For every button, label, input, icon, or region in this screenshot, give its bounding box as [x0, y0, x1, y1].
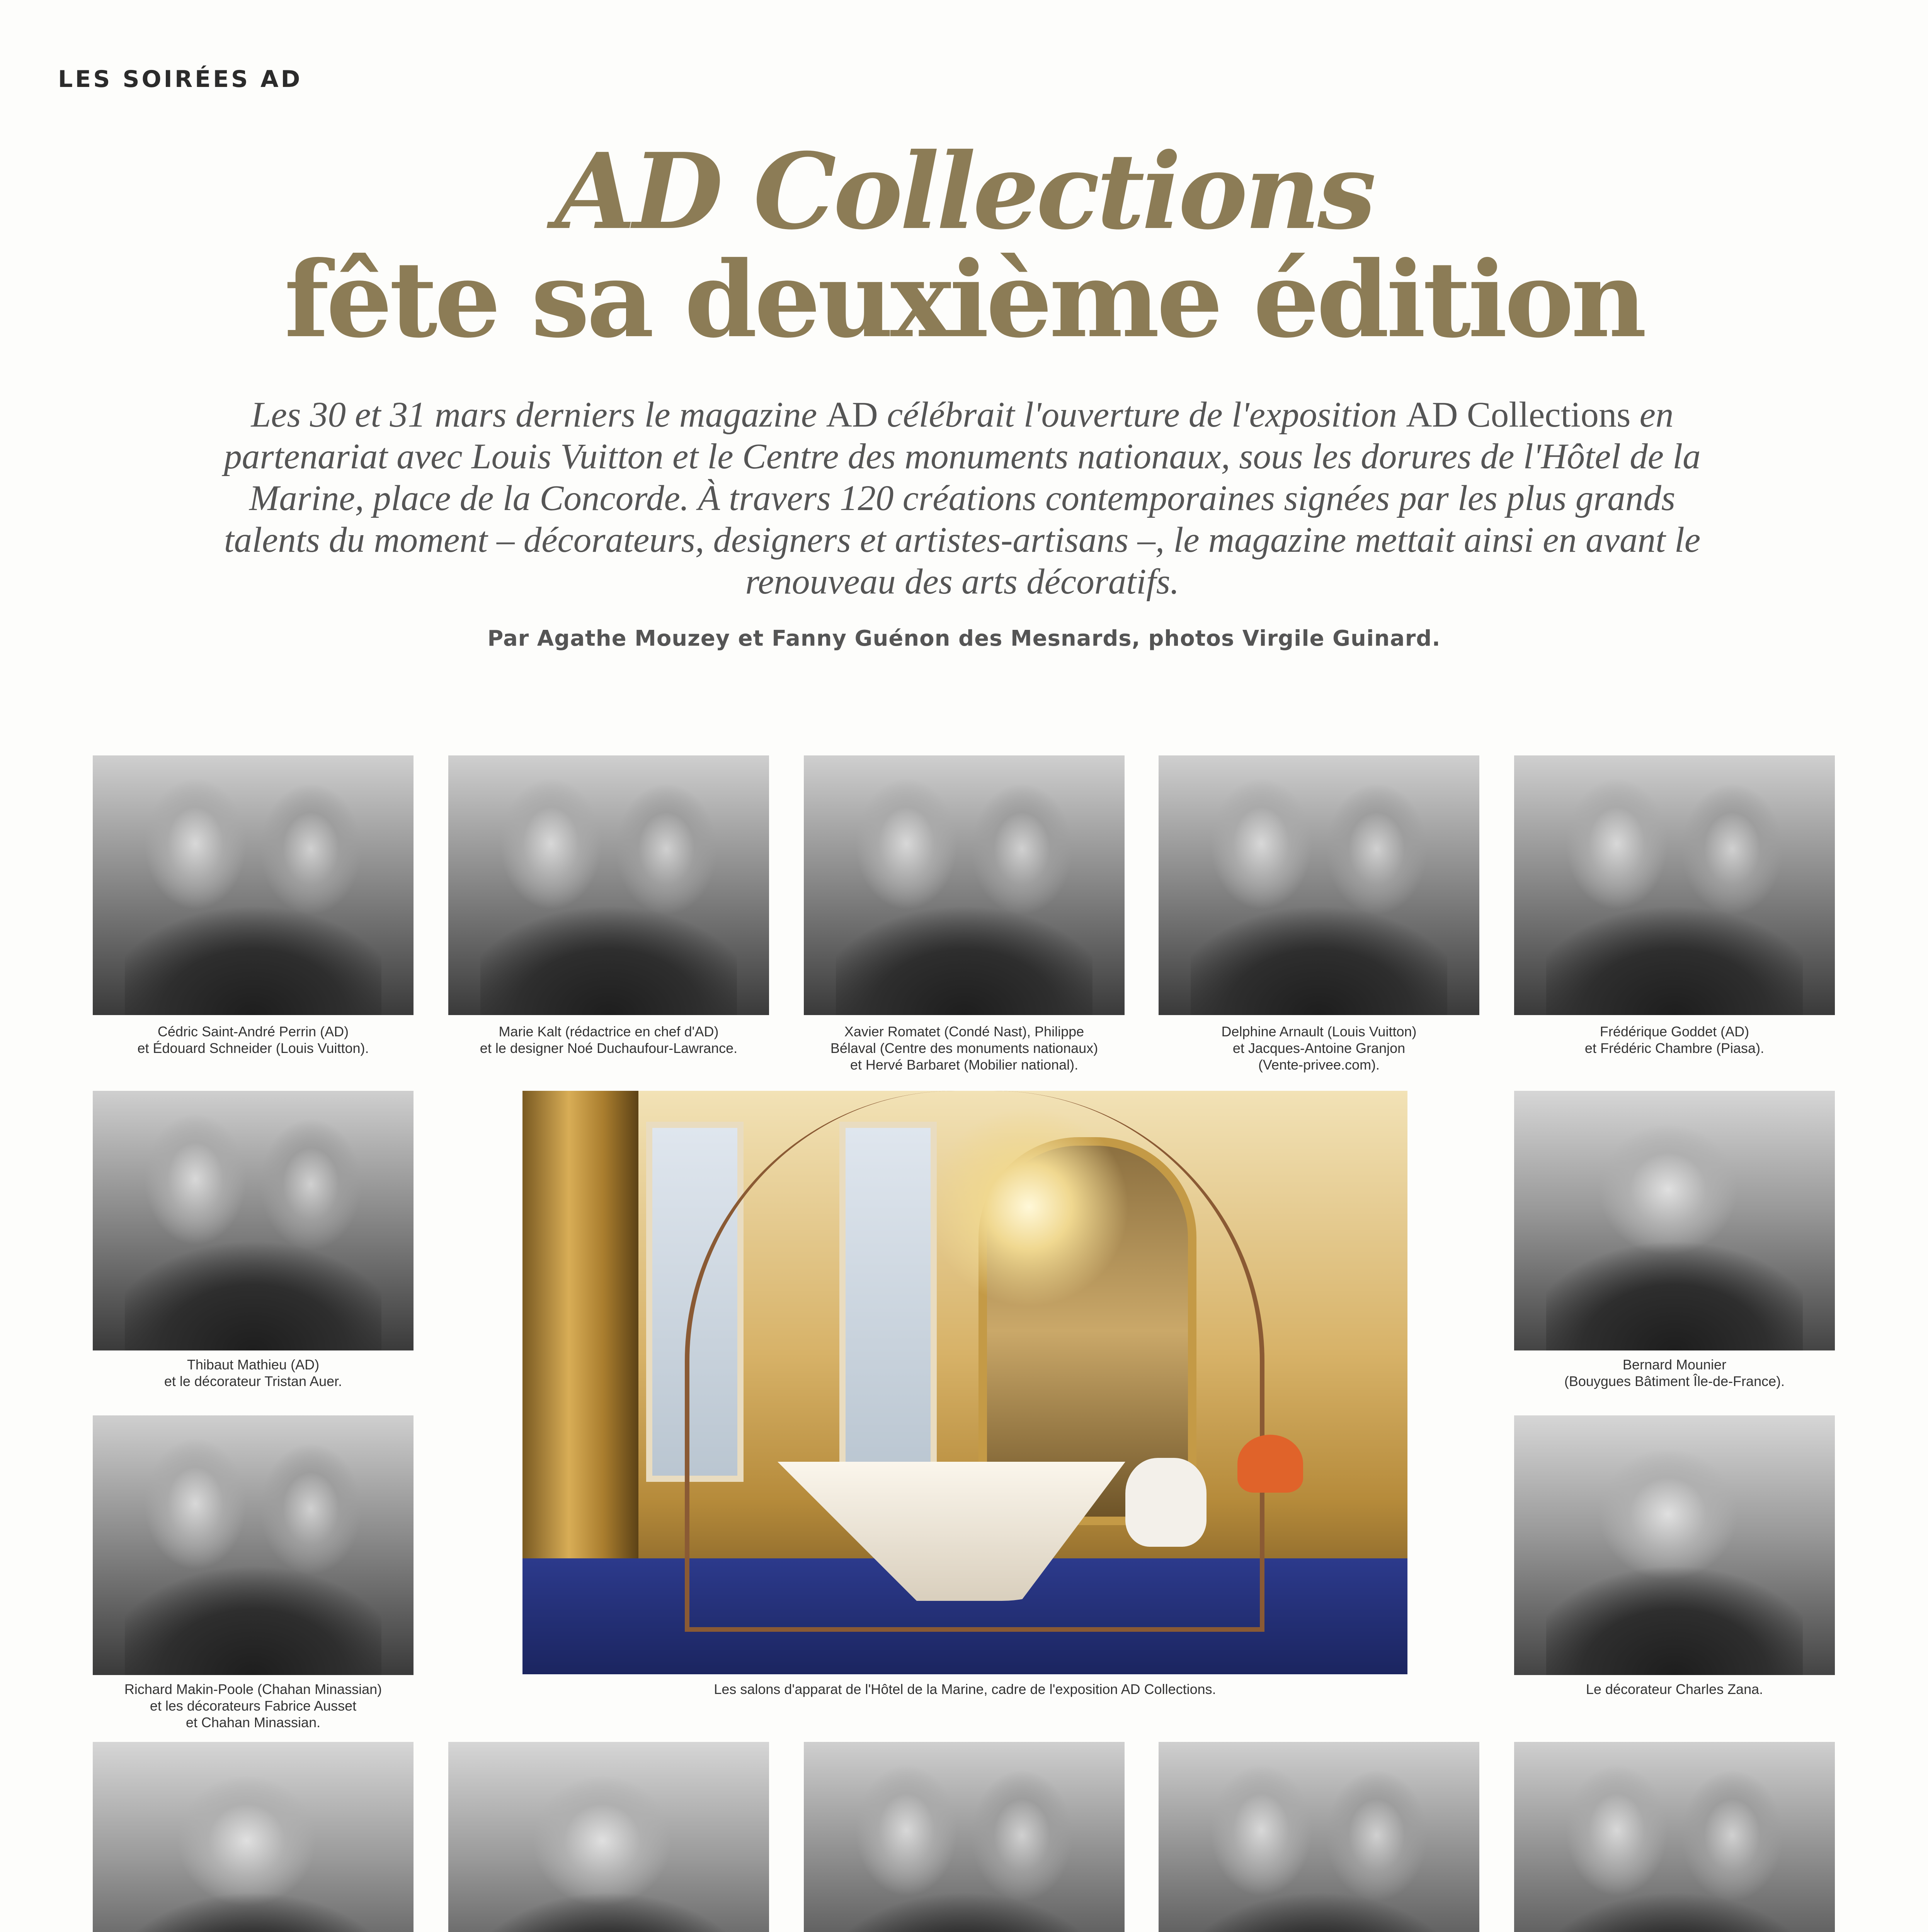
hero-photo-hotel-de-la-marine	[522, 1091, 1407, 1674]
caption-line: et le décorateur Tristan Auer.	[164, 1373, 342, 1389]
intro-text-2: AD	[826, 395, 878, 435]
headline-line-1: AD Collections	[555, 130, 1373, 253]
caption-line: Richard Makin-Poole (Chahan Minassian)	[124, 1681, 382, 1697]
photo-r1c4	[1159, 755, 1479, 1015]
photo-r1c2	[448, 755, 769, 1015]
photo-r2c1	[93, 1091, 414, 1350]
photo-r4c2	[448, 1742, 769, 1932]
caption-line: Thibaut Mathieu (AD)	[187, 1357, 320, 1372]
caption-line: Les salons d'apparat de l'Hôtel de la Marine, cadre de l'exposition AD Collections.	[714, 1681, 1216, 1697]
caption-line: Xavier Romatet (Condé Nast), Philippe	[844, 1024, 1084, 1039]
intro-text-5: en partenariat avec Louis Vuitton et le Centre des monuments nationaux, sous les dorures de l'Hôtel de la Marine, place de la Concorde. À travers 120 créations contemporaines signées par les plus grands talents du moment – décorateurs, designers et artistes-artisans –, le magazine mettait ainsi en avant le renouveau des arts décoratifs.	[224, 395, 1701, 602]
caption-r2c5	[1483, 1356, 1866, 1389]
caption-r1c4	[1128, 1023, 1510, 1073]
intro-text-3: célébrait l'ouverture de l'exposition	[878, 395, 1406, 435]
caption-line: et Édouard Schneider (Louis Vuitton).	[137, 1040, 369, 1056]
caption-r2c1	[62, 1356, 444, 1389]
caption-line: Delphine Arnault (Louis Vuitton)	[1221, 1024, 1417, 1039]
caption-line: Le décorateur Charles Zana.	[1586, 1681, 1763, 1697]
photo-r4c1	[93, 1742, 414, 1932]
section-rubric: LES SOIRÉES AD	[58, 66, 303, 93]
photo-r1c5	[1514, 755, 1835, 1015]
photo-r4c4	[1159, 1742, 1479, 1932]
caption-line: Marie Kalt (rédactrice en chef d'AD)	[499, 1024, 719, 1039]
intro-text-1: Les 30 et 31 mars derniers le magazine	[251, 395, 826, 435]
caption-line: et le designer Noé Duchaufour-Lawrance.	[480, 1040, 738, 1056]
orange-chair	[1237, 1435, 1303, 1493]
caption-line: et Chahan Minassian.	[185, 1714, 321, 1730]
intro-text-4: AD Collections	[1406, 395, 1631, 435]
caption-line: et Frédéric Chambre (Piasa).	[1584, 1040, 1765, 1056]
caption-line: et les décorateurs Fabrice Ausset	[150, 1698, 357, 1714]
caption-r1c3	[773, 1023, 1155, 1073]
photo-r3c5	[1514, 1415, 1835, 1675]
intro-paragraph	[216, 394, 1708, 603]
photo-r3c1	[93, 1415, 414, 1675]
caption-hero	[522, 1681, 1407, 1697]
caption-line: (Vente-privee.com).	[1258, 1057, 1380, 1073]
caption-line: Bélaval (Centre des monuments nationaux)	[830, 1040, 1098, 1056]
caption-line: Frédérique Goddet (AD)	[1600, 1024, 1749, 1039]
caption-r3c5	[1483, 1681, 1866, 1697]
caption-line: et Jacques-Antoine Granjon	[1232, 1040, 1406, 1056]
photo-r2c5	[1514, 1091, 1835, 1350]
white-chair	[1125, 1458, 1206, 1547]
photo-r1c3	[804, 755, 1125, 1015]
caption-r1c1	[62, 1023, 444, 1056]
caption-line: (Bouygues Bâtiment Île-de-France).	[1564, 1373, 1785, 1389]
caption-r1c2	[417, 1023, 800, 1056]
caption-line: et Hervé Barbaret (Mobilier national).	[850, 1057, 1079, 1073]
caption-line: Bernard Mounier	[1622, 1357, 1727, 1372]
caption-line: Cédric Saint-André Perrin (AD)	[157, 1024, 349, 1039]
caption-r3c1	[62, 1681, 444, 1731]
caption-r1c5	[1483, 1023, 1866, 1056]
photo-r4c3	[804, 1742, 1125, 1932]
photo-r4c5	[1514, 1742, 1835, 1932]
byline: Par Agathe Mouzey et Fanny Guénon des Mesnards, photos Virgile Guinard.	[487, 626, 1441, 651]
photo-r1c1	[93, 755, 414, 1015]
headline-line-2: fête sa deuxième édition	[284, 238, 1644, 361]
